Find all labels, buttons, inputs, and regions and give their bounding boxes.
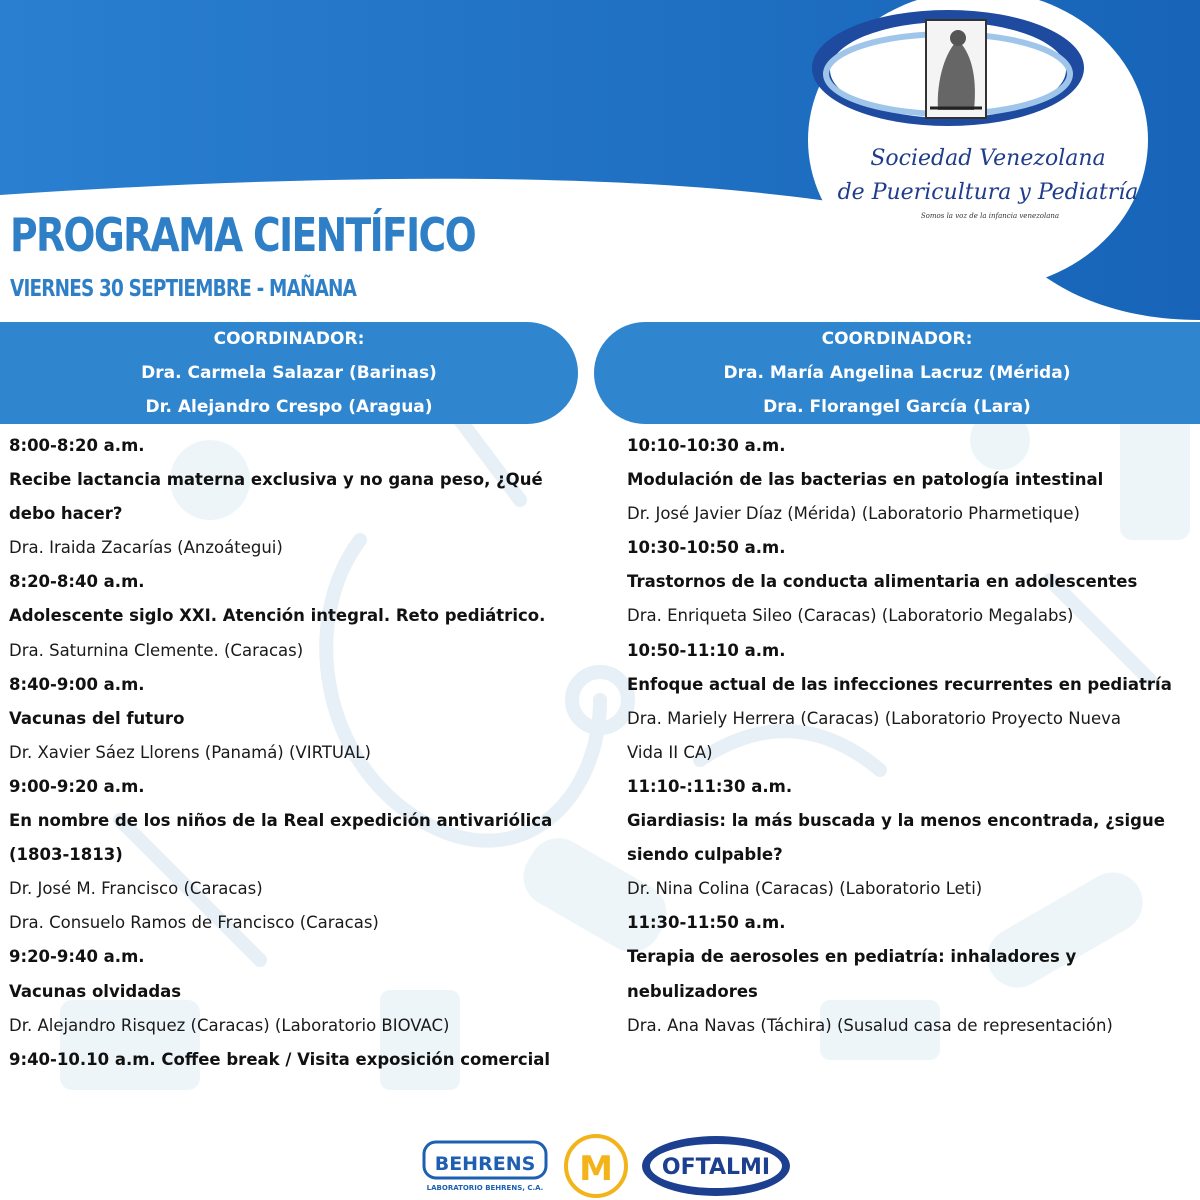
schedule-line: Vida II CA): [627, 742, 713, 762]
coordinator-label: COORDINADOR:: [821, 329, 973, 349]
behrens-logo: [424, 1142, 546, 1192]
coordinator-panel-left: [0, 322, 578, 424]
behrens-logo-name: BEHRENS: [434, 1153, 536, 1175]
schedule-line: debo hacer?: [9, 504, 123, 524]
coordinator-panel-right: [594, 322, 1200, 424]
schedule-line: En nombre de los niños de la Real expedición antivariólica: [9, 811, 553, 831]
schedule-line: Dra. Saturnina Clemente. (Caracas): [9, 640, 304, 660]
schedule-line: Dr. José M. Francisco (Caracas): [9, 879, 263, 899]
schedule-line: Terapia de aerosoles en pediatría: inhaladores y: [627, 947, 1077, 967]
schedule-line: 9:00-9:20 a.m.: [9, 776, 145, 796]
schedule-line: siendo culpable?: [627, 845, 783, 865]
schedule-line: nebulizadores: [627, 981, 758, 1001]
schedule-line: 10:10-10:30 a.m.: [627, 436, 786, 455]
schedule-line: 8:20-8:40 a.m.: [9, 572, 145, 592]
coordinator-name: Dra. Florangel García (Lara): [763, 397, 1031, 417]
oftalmi-logo: [642, 1136, 790, 1196]
schedule-line: Trastornos de la conducta alimentaria en adolescentes: [627, 572, 1138, 592]
program-title: PROGRAMA CIENTÍFICO: [10, 208, 476, 262]
schedule-line: 9:40-10.10 a.m. Coffee break / Visita exposición comercial: [9, 1049, 551, 1069]
oftalmi-logo-name: OFTALMI: [661, 1155, 771, 1180]
schedule-line: 9:20-9:40 a.m.: [9, 947, 145, 967]
schedule-line: Adolescente siglo XXI. Atención integral. Reto pediátrico.: [9, 606, 546, 626]
coordinator-name: Dra. Carmela Salazar (Barinas): [141, 363, 437, 383]
society-name-line-1: Sociedad Venezolana: [870, 146, 1106, 171]
schedule-line: 10:50-11:10 a.m.: [627, 640, 786, 660]
schedule-line: Enfoque actual de las infecciones recurrentes en pediatría: [627, 674, 1172, 694]
behrens-logo-subtitle: LABORATORIO BEHRENS, C.A.: [426, 1184, 544, 1192]
schedule-column-left: [9, 429, 591, 1077]
schedule-column-right: [627, 429, 1197, 1043]
schedule-line: Dr. Alejandro Risquez (Caracas) (Laboratorio BIOVAC): [9, 1015, 450, 1035]
society-name-line-2: de Puericultura y Pediatría: [837, 180, 1139, 205]
schedule-line: Dr. Xavier Sáez Llorens (Panamá) (VIRTUAL): [9, 742, 371, 762]
society-name: [818, 142, 1158, 210]
program-date: VIERNES 30 SEPTIEMBRE - MAÑANA: [10, 276, 357, 302]
schedule-line: 8:40-9:00 a.m.: [9, 674, 145, 694]
sponsor-logos: [418, 1130, 798, 1198]
schedule-line: Dr. Nina Colina (Caracas) (Laboratorio Leti): [627, 879, 983, 899]
schedule-line: Dra. Consuelo Ramos de Francisco (Caracas): [9, 913, 379, 933]
schedule-line: Recibe lactancia materna exclusiva y no gana peso, ¿Qué: [9, 470, 543, 490]
schedule-line: 11:30-11:50 a.m.: [627, 913, 786, 933]
mcdonalds-logo-letter: M: [579, 1149, 613, 1189]
schedule-line: Dra. Iraida Zacarías (Anzoátegui): [9, 538, 283, 558]
schedule-line: Modulación de las bacterias en patología intestinal: [627, 470, 1104, 490]
schedule-line: Dra. Ana Navas (Táchira) (Susalud casa de representación): [627, 1015, 1113, 1035]
schedule-line: Dr. José Javier Díaz (Mérida) (Laboratorio Pharmetique): [627, 504, 1080, 524]
schedule-line: 10:30-10:50 a.m.: [627, 538, 786, 558]
schedule-line: (1803-1813): [9, 845, 123, 865]
coordinator-name: Dr. Alejandro Crespo (Aragua): [145, 397, 433, 417]
schedule-line: 11:10-:11:30 a.m.: [627, 776, 793, 796]
mcdonalds-logo: [566, 1136, 626, 1196]
schedule-line: Vacunas olvidadas: [9, 981, 182, 1001]
schedule-line: Vacunas del futuro: [9, 708, 185, 728]
schedule-line: Dra. Mariely Herrera (Caracas) (Laboratorio Proyecto Nueva: [627, 708, 1122, 728]
coordinator-name: Dra. María Angelina Lacruz (Mérida): [723, 363, 1071, 383]
coordinator-label: COORDINADOR:: [213, 329, 365, 349]
schedule-line: Giardiasis: la más buscada y la menos encontrada, ¿sigue: [627, 811, 1165, 831]
society-tagline: Somos la voz de la infancia venezolana: [920, 212, 1060, 220]
schedule-line: Dra. Enriqueta Sileo (Caracas) (Laboratorio Megalabs): [627, 606, 1074, 626]
schedule-line: 8:00-8:20 a.m.: [9, 436, 145, 455]
